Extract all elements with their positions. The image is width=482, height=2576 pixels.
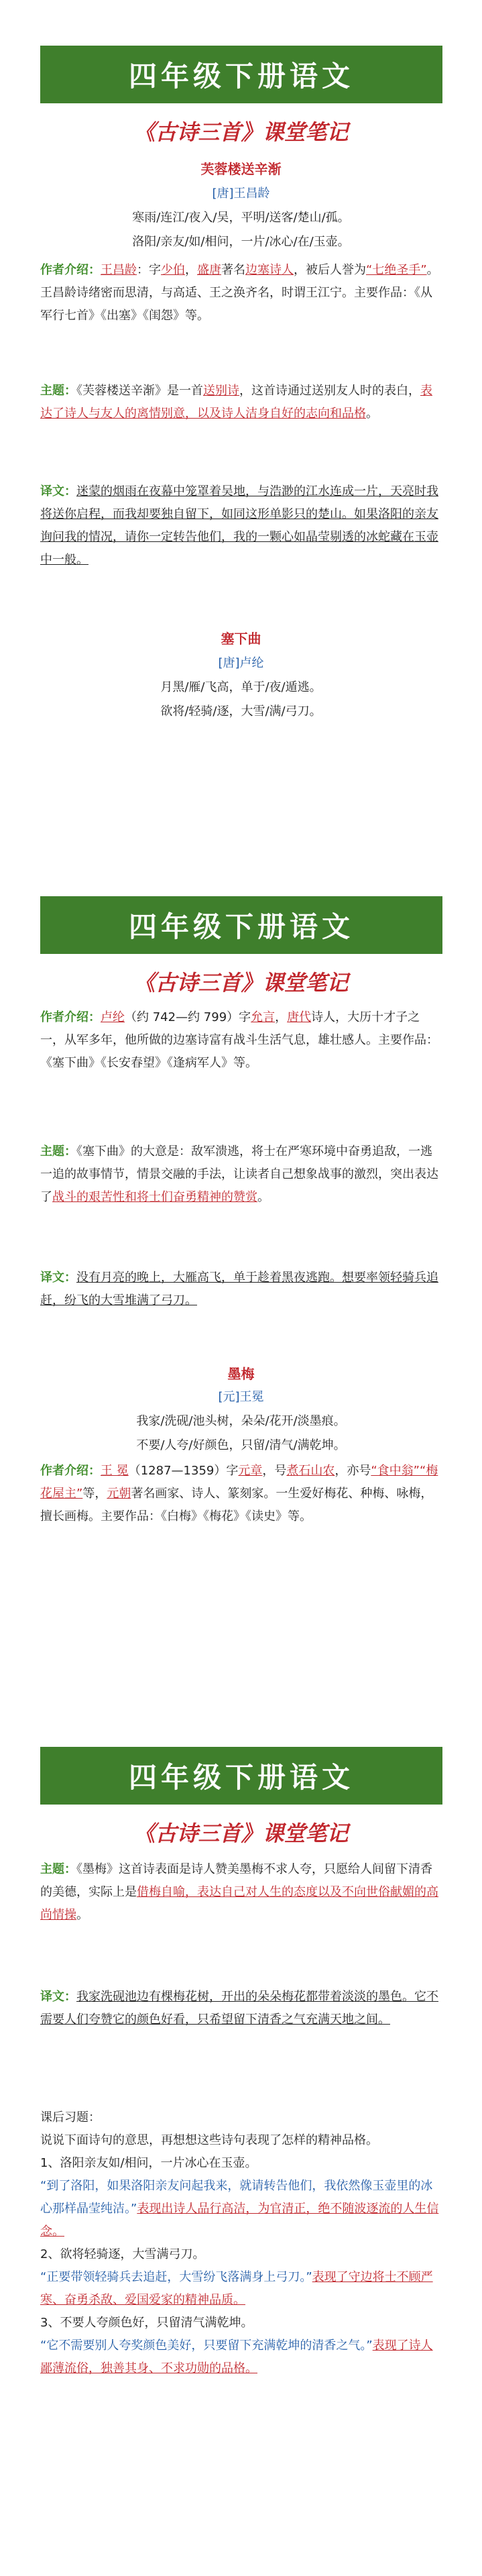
translation-label: 译文： xyxy=(40,484,76,498)
section3-translation xyxy=(40,1986,442,2031)
courtesy-name: 允言 xyxy=(251,1010,276,1024)
section1-theme xyxy=(40,380,442,425)
theme-text: 。 xyxy=(366,407,378,421)
answer-point: 表现了诗人鄙薄流俗，独善其身、不求功勋的品格。 xyxy=(40,2339,433,2375)
translation-text: 没有月亮的晚上，大雁高飞，单于趁着黑夜逃跑。想要率领轻骑兵追赶，纷飞的大雪堆满了弓刀。 xyxy=(40,1271,438,1307)
poem2-line-2: 欲将/轻骑/逐，大雪/满/弓刀。 xyxy=(160,704,322,718)
translation-label: 译文： xyxy=(40,1990,76,2004)
section2-author-intro-2 xyxy=(40,1460,442,1528)
author-name: 卢纶 xyxy=(101,1010,125,1024)
section1-translation xyxy=(40,480,442,572)
exercise-title: 课后习题： xyxy=(40,2110,101,2125)
theme-label: 主题： xyxy=(40,1144,76,1159)
answer-point: 表现了守边将士不顾严寒、奋勇杀敌、爱国爱家的精神品质。 xyxy=(40,2270,433,2307)
poem2-line-1: 月黑/雁/飞高，单于/夜/遁逃。 xyxy=(160,680,322,694)
intro-text: （1287—1359）字 xyxy=(128,1464,239,1478)
translation-text: 迷蒙的烟雨在夜幕中笼罩着吴地，与浩渺的江水连成一片，天亮时我将送你启程，而我却要独自留下，如同这形单影只的楚山。如果洛阳的亲友询问我的情况，请你一定转告他们，我的一颗心如晶莹剔透的冰蛇藏在玉壶中一般。 xyxy=(40,484,438,567)
section2-translation xyxy=(40,1267,442,1312)
theme-text: 《墨梅》这首诗表面是诗人赞美墨梅不求人夸，只愿给人间留下清香的美德，实际上是 xyxy=(40,1862,432,1899)
nickname: “食中翁” xyxy=(371,1464,420,1478)
answer-quote: “它不需要别人夸奖颜色美好，只要留下充满乾坤的清香之气。” xyxy=(40,2339,373,2353)
translation-text: 我家洗砚池边有棵梅花树，开出的朵朵梅花都带着淡淡的墨色。它不需要人们夸赞它的颜色好看，只希望留下清香之气充满天地之间。 xyxy=(40,1990,438,2027)
nickname: “梅花屋主” xyxy=(40,1464,438,1501)
intro-text: ，亦号 xyxy=(335,1464,371,1478)
exercise-item-2-answer xyxy=(40,2266,442,2312)
author-intro-label: 作者介绍： xyxy=(40,263,101,277)
exercise-item-3-question: 3、不要人夸颜色好，只留清气满乾坤。 xyxy=(40,2316,253,2330)
section2-banner: 四年级下册语文 xyxy=(40,896,442,954)
intro-text: （约 742—约 799）字 xyxy=(125,1010,251,1024)
intro-text: ，被后人誉为 xyxy=(294,263,366,277)
courtesy-name: 少伯 xyxy=(161,263,185,277)
intro-text: ，号 xyxy=(262,1464,287,1478)
era: 盛唐 xyxy=(197,263,221,277)
intro-text: 等， xyxy=(82,1487,107,1501)
theme-highlight: 表达了诗人与友人的离情别意，以及诗人洁身自好的志向和品格 xyxy=(40,384,432,421)
theme-text: 。 xyxy=(76,1908,88,1922)
intro-text: ， xyxy=(185,263,197,277)
theme-label: 主题： xyxy=(40,1862,76,1876)
poem3-title: 墨梅 xyxy=(227,1366,255,1382)
poem1-line-1: 寒雨/连江/夜入/吴，平明/送客/楚山/孤。 xyxy=(132,211,350,225)
theme-highlight: 战斗的艰苦性和将士们奋勇精神的赞赏 xyxy=(52,1190,257,1204)
answer-point: 表现出诗人品行高洁，为官清正，绝不随波逐流的人生信念。 xyxy=(40,2202,439,2239)
answer-quote: “到了洛阳，如果洛阳亲友问起我来，就请转告他们，我依然像玉壶里的冰心那样晶莹纯洁。” xyxy=(40,2179,433,2216)
exercise-item-3-answer xyxy=(40,2334,442,2380)
section1-author-intro xyxy=(40,259,442,327)
exercise-question: 说说下面诗句的意思，再想想这些诗句表现了怎样的精神品格。 xyxy=(40,2133,378,2147)
era: 唐代 xyxy=(287,1010,312,1024)
poem2-title: 塞下曲 xyxy=(221,631,261,647)
exercise-block xyxy=(40,2106,442,2380)
exercise-item-1-answer xyxy=(40,2175,442,2243)
poem3-line-2: 不要/人夸/好颜色，只留/清气/满乾坤。 xyxy=(136,1438,346,1452)
intro-text: ：字 xyxy=(137,263,161,277)
poem1-author: [唐]王昌龄 xyxy=(212,186,270,201)
translation-label: 译文： xyxy=(40,1271,76,1285)
section1-banner: 四年级下册语文 xyxy=(40,46,442,103)
theme-highlight: 借梅自喻，表达自己对人生的态度以及不向世俗献媚的高尚情操 xyxy=(40,1885,438,1922)
author-name: 王 冕 xyxy=(101,1464,129,1478)
poem1-line-2: 洛阳/亲友/如/相问，一片/冰心/在/玉壶。 xyxy=(132,235,350,249)
theme-text: 《塞下曲》的大意是：敌军溃逃，将士在严寒环境中奋勇追敌，一逃一追的故事情节，情景交融的手法，让读者自己想象战事的激烈，突出表达了 xyxy=(40,1144,438,1204)
author-intro-label: 作者介绍： xyxy=(40,1010,101,1024)
theme-text: 。 xyxy=(257,1190,269,1204)
courtesy-name: 元章 xyxy=(238,1464,263,1478)
intro-text: 著名 xyxy=(221,263,245,277)
section1-subtitle: 《古诗三首》课堂笔记 xyxy=(133,119,349,145)
intro-text: 。王昌龄诗绪密而思清，与高适、王之涣齐名，时谓王江宁。主要作品：《从军行七首》《出塞》《闺怨》等。 xyxy=(40,263,439,323)
author-intro-label: 作者介绍： xyxy=(40,1464,101,1478)
exercise-item-2-question: 2、欲将轻骑逐，大雪满弓刀。 xyxy=(40,2247,205,2261)
poet-type: 边塞诗人 xyxy=(245,263,294,277)
exercise-item-1-question: 1、洛阳亲友如/相问，一片冰心在玉壶。 xyxy=(40,2156,257,2170)
section2-theme xyxy=(40,1140,442,1209)
theme-highlight: 送别诗 xyxy=(203,384,239,398)
intro-text: ， xyxy=(275,1010,288,1024)
poem1-title: 芙蓉楼送辛渐 xyxy=(200,161,282,177)
author-name: 王昌龄 xyxy=(101,263,137,277)
section2-author-intro xyxy=(40,1006,442,1075)
intro-text: 著名画家、诗人、篆刻家。一生爱好梅花、种梅、咏梅，擅长画梅。主要作品：《白梅》《梅花》《读史》等。 xyxy=(40,1487,433,1523)
poem2-author: [唐]卢纶 xyxy=(218,656,264,670)
poem3-author: [元]王冕 xyxy=(218,1390,264,1404)
intro-text: 诗人，大历十才子之一，从军多年，他所做的边塞诗富有战斗生活气息，雄壮感人。主要作品：《塞下曲》《长安春望》《逢病军人》等。 xyxy=(40,1010,438,1070)
answer-quote: “正要带领轻骑兵去追赶，大雪纷飞落满身上弓刀。” xyxy=(40,2270,312,2284)
era: 元朝 xyxy=(107,1487,131,1501)
section2-subtitle: 《古诗三首》课堂笔记 xyxy=(133,970,349,996)
section3-banner: 四年级下册语文 xyxy=(40,1747,442,1805)
theme-text: ，这首诗通过送别友人时的表白， xyxy=(239,384,420,398)
theme-label: 主题： xyxy=(40,384,76,398)
section3-subtitle: 《古诗三首》课堂笔记 xyxy=(133,1821,349,1846)
section3-theme xyxy=(40,1858,442,1927)
nickname: “七绝圣手” xyxy=(366,263,427,277)
art-name: 煮石山农 xyxy=(286,1464,335,1478)
poem3-line-1: 我家/洗砚/池头树，朵朵/花开/淡墨痕。 xyxy=(136,1414,346,1428)
theme-text: 《芙蓉楼送辛渐》是一首 xyxy=(76,384,203,398)
